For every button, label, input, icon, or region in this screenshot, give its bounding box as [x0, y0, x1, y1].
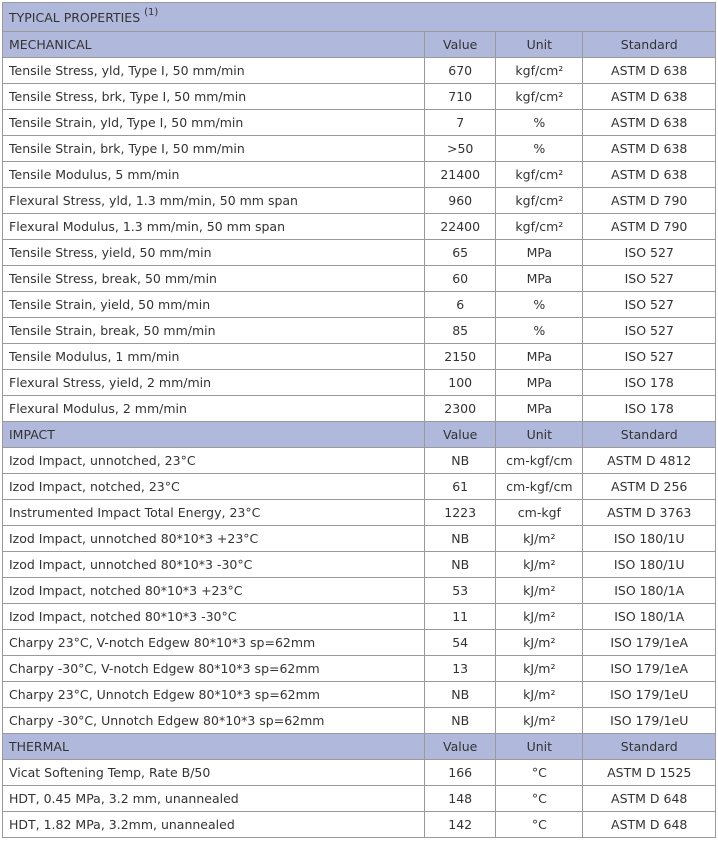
value-cell: NB	[425, 552, 496, 578]
standard-cell: ISO 527	[583, 266, 716, 292]
typical-properties-table	[2, 2, 716, 838]
value-cell: 53	[425, 578, 496, 604]
property-name-cell: Izod Impact, unnotched 80*10*3 -30°C	[3, 552, 425, 578]
property-name-cell: HDT, 0.45 MPa, 3.2 mm, unannealed	[3, 786, 425, 812]
standard-cell: ISO 179/1eA	[583, 630, 716, 656]
property-name-cell: Tensile Strain, yield, 50 mm/min	[3, 292, 425, 318]
value-cell: NB	[425, 708, 496, 734]
properties-table-body	[3, 3, 716, 838]
standard-cell: ASTM D 4812	[583, 448, 716, 474]
standard-cell: ISO 179/1eU	[583, 682, 716, 708]
value-cell: 142	[425, 812, 496, 838]
standard-cell: ISO 527	[583, 292, 716, 318]
property-name-cell: Charpy -30°C, Unnotch Edgew 80*10*3 sp=62mm	[3, 708, 425, 734]
property-name-cell: Tensile Stress, break, 50 mm/min	[3, 266, 425, 292]
value-cell: 1223	[425, 500, 496, 526]
property-name-cell: Vicat Softening Temp, Rate B/50	[3, 760, 425, 786]
standard-cell: ASTM D 648	[583, 812, 716, 838]
table-row	[3, 656, 716, 682]
table-row	[3, 344, 716, 370]
table-row	[3, 630, 716, 656]
unit-cell: °C	[496, 760, 583, 786]
unit-cell: %	[496, 110, 583, 136]
table-row	[3, 136, 716, 162]
value-cell: 670	[425, 58, 496, 84]
table-row	[3, 370, 716, 396]
unit-cell: MPa	[496, 266, 583, 292]
section-name: MECHANICAL	[3, 32, 425, 58]
standard-cell: ISO 179/1eA	[583, 656, 716, 682]
unit-cell: MPa	[496, 240, 583, 266]
property-name-cell: Izod Impact, notched 80*10*3 -30°C	[3, 604, 425, 630]
unit-cell: kJ/m²	[496, 552, 583, 578]
property-name-cell: Flexural Stress, yld, 1.3 mm/min, 50 mm span	[3, 188, 425, 214]
value-cell: NB	[425, 682, 496, 708]
unit-cell: kJ/m²	[496, 630, 583, 656]
table-row	[3, 318, 716, 344]
value-cell: 21400	[425, 162, 496, 188]
standard-cell: ASTM D 638	[583, 58, 716, 84]
table-title-note: (1)	[144, 6, 159, 18]
table-title-cell	[3, 3, 716, 32]
property-name-cell: Charpy -30°C, V-notch Edgew 80*10*3 sp=62mm	[3, 656, 425, 682]
property-name-cell: Izod Impact, notched 80*10*3 +23°C	[3, 578, 425, 604]
table-row	[3, 162, 716, 188]
unit-header: Unit	[496, 734, 583, 760]
property-name-cell: Tensile Stress, brk, Type I, 50 mm/min	[3, 84, 425, 110]
table-row	[3, 682, 716, 708]
unit-cell: °C	[496, 812, 583, 838]
table-row	[3, 188, 716, 214]
section-name: IMPACT	[3, 422, 425, 448]
standard-cell: ISO 178	[583, 370, 716, 396]
table-row	[3, 604, 716, 630]
standard-cell: ASTM D 256	[583, 474, 716, 500]
value-cell: 85	[425, 318, 496, 344]
value-cell: 54	[425, 630, 496, 656]
unit-cell: MPa	[496, 396, 583, 422]
table-row	[3, 552, 716, 578]
table-row	[3, 474, 716, 500]
value-cell: NB	[425, 448, 496, 474]
unit-cell: cm-kgf/cm	[496, 474, 583, 500]
section-header-row	[3, 734, 716, 760]
standard-cell: ASTM D 790	[583, 188, 716, 214]
standard-cell: ISO 180/1A	[583, 578, 716, 604]
value-cell: 60	[425, 266, 496, 292]
value-cell: 6	[425, 292, 496, 318]
unit-cell: °C	[496, 786, 583, 812]
unit-cell: kgf/cm²	[496, 162, 583, 188]
table-row	[3, 214, 716, 240]
unit-cell: kJ/m²	[496, 708, 583, 734]
section-header-row	[3, 32, 716, 58]
value-cell: 960	[425, 188, 496, 214]
unit-cell: %	[496, 318, 583, 344]
value-cell: 2300	[425, 396, 496, 422]
value-header: Value	[425, 734, 496, 760]
value-cell: >50	[425, 136, 496, 162]
table-row	[3, 396, 716, 422]
standard-cell: ASTM D 638	[583, 136, 716, 162]
standard-cell: ISO 527	[583, 318, 716, 344]
value-cell: 7	[425, 110, 496, 136]
unit-cell: kJ/m²	[496, 656, 583, 682]
table-row	[3, 708, 716, 734]
value-cell: 710	[425, 84, 496, 110]
table-row	[3, 812, 716, 838]
table-row	[3, 578, 716, 604]
standard-cell: ASTM D 638	[583, 162, 716, 188]
table-row	[3, 292, 716, 318]
unit-cell: MPa	[496, 370, 583, 396]
unit-cell: MPa	[496, 344, 583, 370]
property-name-cell: Izod Impact, notched, 23°C	[3, 474, 425, 500]
unit-cell: kgf/cm²	[496, 58, 583, 84]
value-cell: 2150	[425, 344, 496, 370]
property-name-cell: Tensile Stress, yield, 50 mm/min	[3, 240, 425, 266]
property-name-cell: Izod Impact, unnotched 80*10*3 +23°C	[3, 526, 425, 552]
standard-header: Standard	[583, 734, 716, 760]
unit-cell: cm-kgf	[496, 500, 583, 526]
unit-header: Unit	[496, 422, 583, 448]
standard-header: Standard	[583, 422, 716, 448]
value-cell: 11	[425, 604, 496, 630]
property-name-cell: HDT, 1.82 MPa, 3.2mm, unannealed	[3, 812, 425, 838]
property-name-cell: Instrumented Impact Total Energy, 23°C	[3, 500, 425, 526]
table-row	[3, 240, 716, 266]
standard-cell: ASTM D 790	[583, 214, 716, 240]
value-header: Value	[425, 32, 496, 58]
property-name-cell: Tensile Modulus, 5 mm/min	[3, 162, 425, 188]
value-cell: 13	[425, 656, 496, 682]
standard-cell: ISO 179/1eU	[583, 708, 716, 734]
property-name-cell: Tensile Strain, brk, Type I, 50 mm/min	[3, 136, 425, 162]
value-cell: 148	[425, 786, 496, 812]
table-row	[3, 448, 716, 474]
property-name-cell: Flexural Stress, yield, 2 mm/min	[3, 370, 425, 396]
standard-cell: ASTM D 1525	[583, 760, 716, 786]
standard-cell: ISO 180/1A	[583, 604, 716, 630]
section-name: THERMAL	[3, 734, 425, 760]
table-row	[3, 266, 716, 292]
value-header: Value	[425, 422, 496, 448]
standard-cell: ASTM D 3763	[583, 500, 716, 526]
table-title: TYPICAL PROPERTIES	[9, 10, 141, 26]
standard-cell: ISO 180/1U	[583, 526, 716, 552]
standard-header: Standard	[583, 32, 716, 58]
value-cell: 100	[425, 370, 496, 396]
standard-cell: ASTM D 638	[583, 84, 716, 110]
property-name-cell: Tensile Stress, yld, Type I, 50 mm/min	[3, 58, 425, 84]
value-cell: 65	[425, 240, 496, 266]
table-row	[3, 58, 716, 84]
table-title-row	[3, 3, 716, 32]
property-name-cell: Charpy 23°C, V-notch Edgew 80*10*3 sp=62mm	[3, 630, 425, 656]
standard-cell: ISO 178	[583, 396, 716, 422]
property-name-cell: Charpy 23°C, Unnotch Edgew 80*10*3 sp=62mm	[3, 682, 425, 708]
unit-cell: %	[496, 292, 583, 318]
unit-cell: kJ/m²	[496, 682, 583, 708]
table-row	[3, 760, 716, 786]
table-row	[3, 500, 716, 526]
table-row	[3, 84, 716, 110]
property-name-cell: Tensile Strain, break, 50 mm/min	[3, 318, 425, 344]
unit-cell: kgf/cm²	[496, 188, 583, 214]
table-row	[3, 110, 716, 136]
value-cell: 61	[425, 474, 496, 500]
standard-cell: ISO 527	[583, 240, 716, 266]
unit-cell: kgf/cm²	[496, 84, 583, 110]
property-name-cell: Flexural Modulus, 1.3 mm/min, 50 mm span	[3, 214, 425, 240]
unit-cell: kJ/m²	[496, 578, 583, 604]
property-name-cell: Tensile Modulus, 1 mm/min	[3, 344, 425, 370]
unit-cell: %	[496, 136, 583, 162]
table-row	[3, 786, 716, 812]
property-name-cell: Flexural Modulus, 2 mm/min	[3, 396, 425, 422]
value-cell: 166	[425, 760, 496, 786]
standard-cell: ISO 527	[583, 344, 716, 370]
standard-cell: ASTM D 638	[583, 110, 716, 136]
value-cell: NB	[425, 526, 496, 552]
standard-cell: ASTM D 648	[583, 786, 716, 812]
unit-cell: kJ/m²	[496, 604, 583, 630]
unit-header: Unit	[496, 32, 583, 58]
unit-cell: kJ/m²	[496, 526, 583, 552]
unit-cell: cm-kgf/cm	[496, 448, 583, 474]
property-name-cell: Izod Impact, unnotched, 23°C	[3, 448, 425, 474]
unit-cell: kgf/cm²	[496, 214, 583, 240]
value-cell: 22400	[425, 214, 496, 240]
property-name-cell: Tensile Strain, yld, Type I, 50 mm/min	[3, 110, 425, 136]
table-row	[3, 526, 716, 552]
standard-cell: ISO 180/1U	[583, 552, 716, 578]
section-header-row	[3, 422, 716, 448]
